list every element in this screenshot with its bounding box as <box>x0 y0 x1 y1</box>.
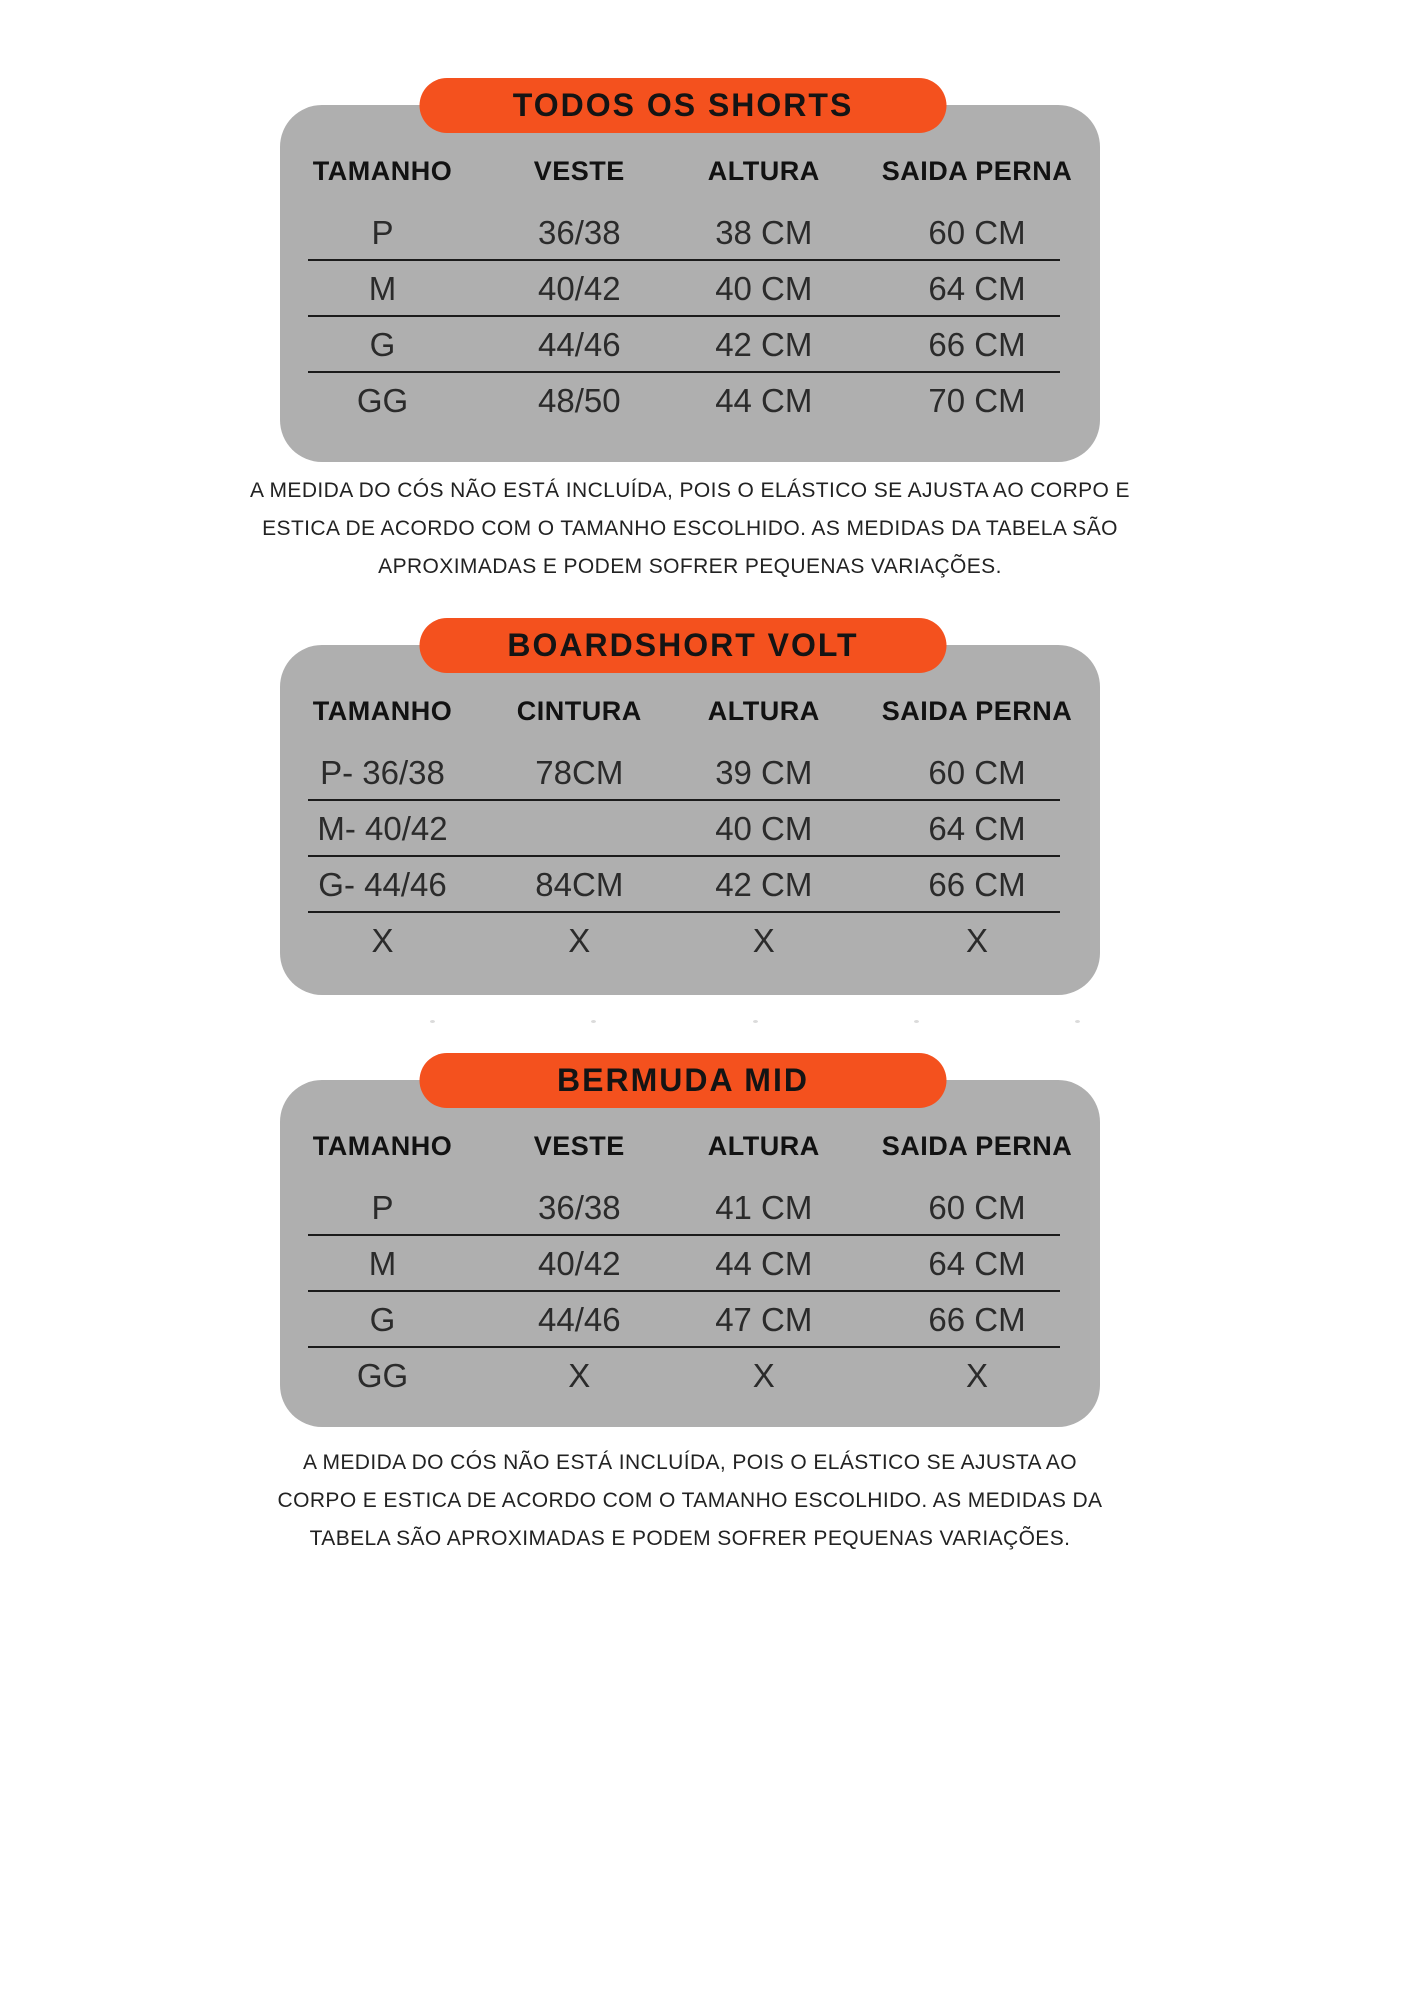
table-cell: P- 36/38 <box>320 754 445 791</box>
table-cell: 84CM <box>535 866 624 903</box>
disclaimer-note <box>140 472 1240 586</box>
table-row <box>280 1348 1100 1404</box>
table-row <box>280 261 1100 317</box>
disclaimer-note <box>140 1444 1240 1558</box>
table-row <box>280 1236 1100 1292</box>
table-cell: 60 CM <box>928 214 1026 251</box>
note-line: TABELA SÃO APROXIMADAS E PODEM SOFRER PEQUENAS VARIAÇÕES. <box>309 1527 1071 1550</box>
size-table-card-todos-os-shorts <box>280 87 1100 462</box>
column-header-altura: ALTURA <box>707 695 820 726</box>
table-cell: M <box>368 1245 397 1282</box>
table-cell: 64 CM <box>928 1245 1026 1282</box>
section-title-pill <box>420 618 947 673</box>
column-header-saida-perna: SAIDA PERNA <box>881 155 1073 186</box>
section-title: BERMUDA MID <box>557 1062 809 1098</box>
table-cell: G- 44/46 <box>318 866 447 903</box>
table-cell: 60 CM <box>928 1189 1026 1226</box>
note-line: A MEDIDA DO CÓS NÃO ESTÁ INCLUÍDA, POIS O ELÁSTICO SE AJUSTA AO <box>302 1451 1077 1474</box>
table-cell: M- 40/42 <box>317 810 448 847</box>
column-header-tamanho: TAMANHO <box>312 155 453 186</box>
table-body <box>280 745 1100 969</box>
table-row <box>280 373 1100 429</box>
table-row <box>280 317 1100 373</box>
table-cell: 44/46 <box>538 1301 621 1338</box>
table-cell: X <box>371 922 394 959</box>
table-cell: 41 CM <box>715 1189 813 1226</box>
note-line: APROXIMADAS E PODEM SOFRER PEQUENAS VARIAÇÕES. <box>378 555 1002 578</box>
table-cell: 66 CM <box>928 326 1026 363</box>
table-cell: 48/50 <box>538 382 621 419</box>
column-header-altura: ALTURA <box>707 1130 820 1161</box>
note-line: ESTICA DE ACORDO COM O TAMANHO ESCOLHIDO. AS MEDIDAS DA TABELA SÃO <box>262 517 1118 540</box>
column-header-tamanho: TAMANHO <box>312 695 453 726</box>
table-cell: 44/46 <box>538 326 621 363</box>
column-header-veste: VESTE <box>533 1130 625 1161</box>
table-header-row <box>280 145 1100 197</box>
table-cell: X <box>965 1357 988 1394</box>
table-body <box>280 205 1100 429</box>
table-cell: X <box>568 1357 591 1394</box>
table-cell: 36/38 <box>538 1189 621 1226</box>
table-cell: 40 CM <box>715 810 813 847</box>
table-cell: 70 CM <box>928 382 1026 419</box>
column-header-altura: ALTURA <box>707 155 820 186</box>
table-cell: 78CM <box>535 754 624 791</box>
section-title-pill <box>420 78 947 133</box>
table-row <box>280 205 1100 261</box>
table-cell: 44 CM <box>715 1245 813 1282</box>
table-cell: G <box>369 326 396 363</box>
table-cell: X <box>965 922 988 959</box>
table-cell: 36/38 <box>538 214 621 251</box>
table-cell: 40/42 <box>538 270 621 307</box>
table-row <box>280 1292 1100 1348</box>
faint-dot-artifacts <box>430 1020 1080 1023</box>
table-cell: GG <box>356 382 409 419</box>
column-header-veste: VESTE <box>533 155 625 186</box>
table-cell: GG <box>356 1357 409 1394</box>
table-cell: X <box>752 922 775 959</box>
table-cell: 66 CM <box>928 1301 1026 1338</box>
table-row <box>280 857 1100 913</box>
section-title: TODOS OS SHORTS <box>512 87 854 123</box>
table-cell: 60 CM <box>928 754 1026 791</box>
table-cell: 38 CM <box>715 214 813 251</box>
section-title-pill <box>420 1053 947 1108</box>
size-table-card-boardshort-volt <box>280 627 1100 995</box>
table-cell: 42 CM <box>715 866 813 903</box>
note-line: CORPO E ESTICA DE ACORDO COM O TAMANHO ESCOLHIDO. AS MEDIDAS DA <box>277 1489 1103 1512</box>
table-cell: X <box>752 1357 775 1394</box>
table-cell: 40 CM <box>715 270 813 307</box>
table-cell: G <box>369 1301 396 1338</box>
table-cell: 64 CM <box>928 810 1026 847</box>
column-header-cintura: CINTURA <box>516 695 642 726</box>
table-cell: X <box>568 922 591 959</box>
table-cell: 44 CM <box>715 382 813 419</box>
table-cell: P <box>371 1189 394 1226</box>
table-row <box>280 745 1100 801</box>
table-cell: 66 CM <box>928 866 1026 903</box>
table-cell: 42 CM <box>715 326 813 363</box>
table-cell: 40/42 <box>538 1245 621 1282</box>
table-cell: M <box>368 270 397 307</box>
table-header-row <box>280 1120 1100 1172</box>
table-row <box>280 1180 1100 1236</box>
note-line: A MEDIDA DO CÓS NÃO ESTÁ INCLUÍDA, POIS O ELÁSTICO SE AJUSTA AO CORPO E <box>250 479 1130 502</box>
table-cell: P <box>371 214 394 251</box>
table-row <box>280 913 1100 969</box>
table-cell: 47 CM <box>715 1301 813 1338</box>
table-row <box>280 801 1100 857</box>
column-header-tamanho: TAMANHO <box>312 1130 453 1161</box>
column-header-saida-perna: SAIDA PERNA <box>881 1130 1073 1161</box>
table-header-row <box>280 685 1100 737</box>
column-header-saida-perna: SAIDA PERNA <box>881 695 1073 726</box>
table-body <box>280 1180 1100 1404</box>
section-title: BOARDSHORT VOLT <box>507 627 859 663</box>
size-table-card-bermuda-mid <box>280 1062 1100 1427</box>
table-cell: 64 CM <box>928 270 1026 307</box>
table-cell: 39 CM <box>715 754 813 791</box>
